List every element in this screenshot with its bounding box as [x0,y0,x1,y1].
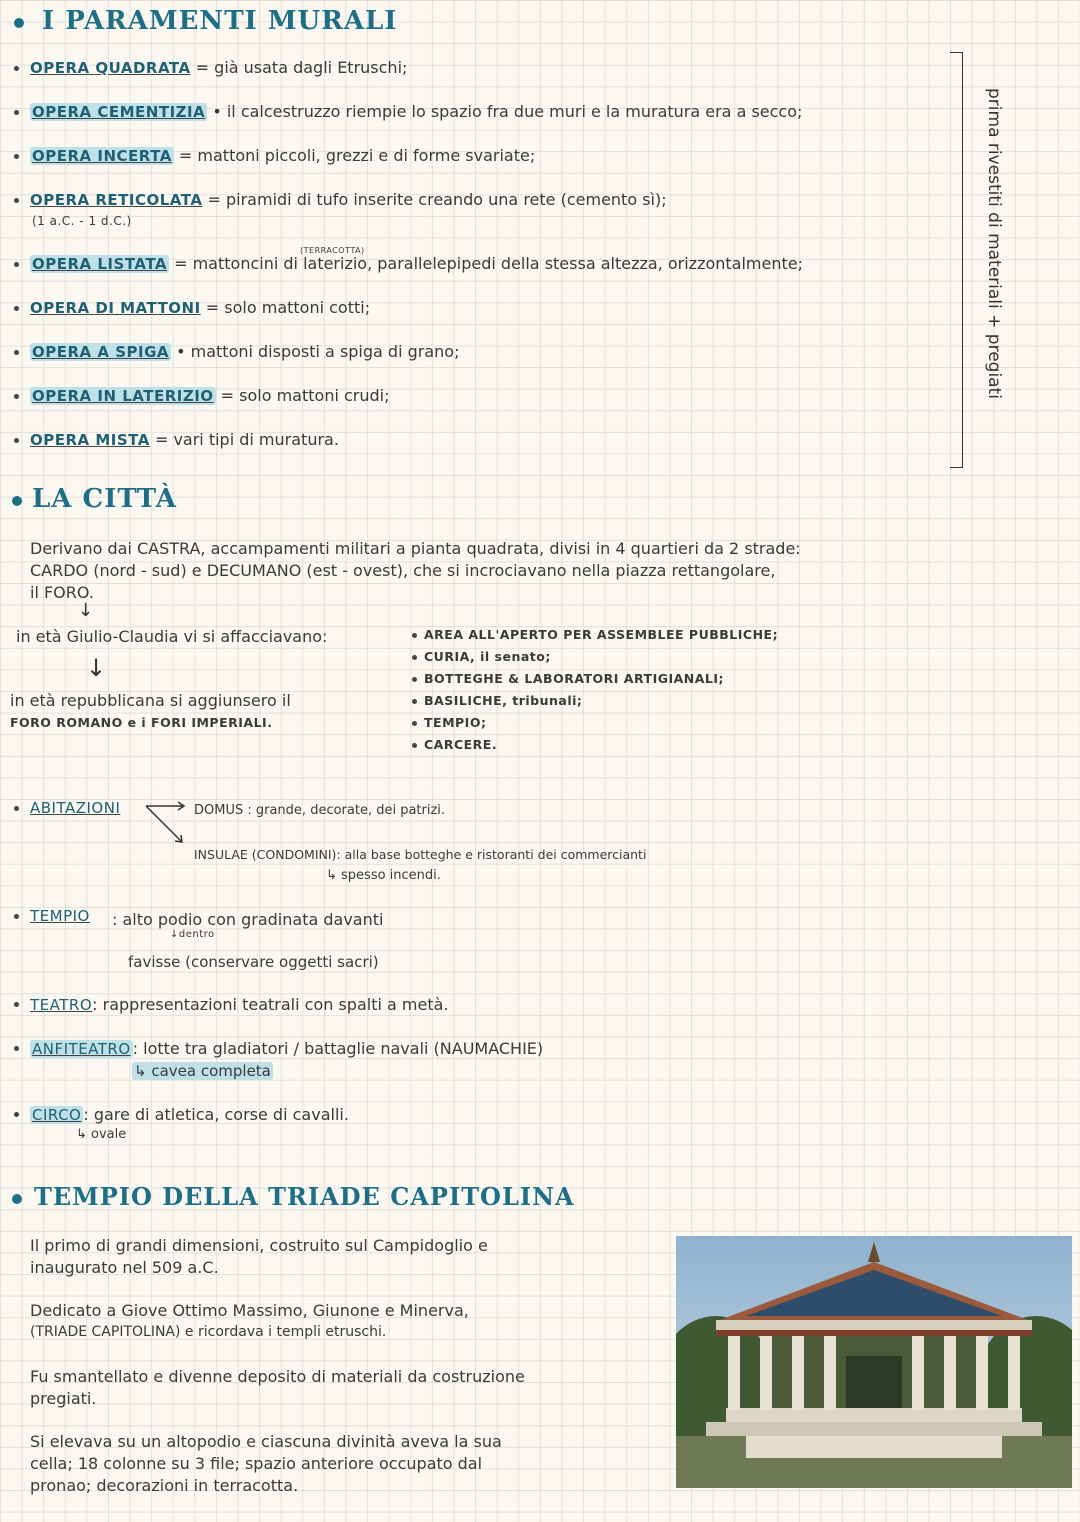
list-item: OPERA LISTATA = mattoncini di laterizio, parallelepipedi della stessa altezza, orizzontalmente; [32,254,803,273]
down-arrow-icon: ↓ [86,654,107,682]
insulae-line: INSULAE (CONDOMINI): alla base botteghe e ristoranti dei commercianti [194,847,647,862]
list-item: CARCERE. [424,737,498,752]
list-item: OPERA QUADRATA = già usata dagli Etruschi; [30,58,408,77]
down-arrow-icon: ↓ [78,600,94,621]
intro-line-3: il FORO. [30,583,94,602]
heading-bullet [12,1194,22,1204]
section-title-paramenti: I PARAMENTI MURALI [42,6,398,36]
intro-line-1: Derivano dai CASTRA, accampamenti militari a pianta quadrata, divisi in 4 quartieri da 2 strade: [30,539,801,558]
list-item: CURIA, il senato; [424,649,551,664]
favisse-line: favisse (conservare oggetti sacri) [128,953,379,971]
list-item: OPERA A SPIGA • mattoni disposti a spiga di grano; [32,342,460,361]
paragraph-line: inaugurato nel 509 a.C. [30,1258,219,1277]
paragraph-line: pregiati. [30,1389,97,1408]
paragraph-line: (TRIADE CAPITOLINA) e ricordava i templi etruschi. [30,1324,387,1340]
section-title-tempio: TEMPIO DELLA TRIADE CAPITOLINA [34,1182,575,1211]
list-item: OPERA INCERTA = mattoni piccoli, grezzi e di forme svariate; [32,146,536,165]
tempio-desc: : alto podio con gradinata davanti [112,910,384,929]
list-item: BOTTEGHE & LABORATORI ARTIGIANALI; [424,671,725,686]
list-item: BASILICHE, tribunali; [424,693,583,708]
fori-line: FORO ROMANO e i FORI IMPERIALI. [10,715,273,730]
anfiteatro-sub: ↳ cavea completa [134,1062,271,1080]
paragraph-line: Fu smantellato e divenne deposito di materiali da costruzione [30,1367,525,1386]
tempio-term: TEMPIO [30,907,90,925]
section-title-citta: LA CITTÀ [32,484,177,514]
tempio-sub: ↓dentro [170,929,215,940]
list-item: OPERA MISTA = vari tipi di muratura. [30,430,339,449]
insulae-sub: ↳ spesso incendi. [326,868,441,883]
list-item-sub: (1 a.C. - 1 d.C.) [32,214,132,228]
branch-arrow-icon [142,800,190,848]
list-item: OPERA IN LATERIZIO = solo mattoni crudi; [32,386,390,405]
circo-sub: ↳ ovale [76,1127,127,1142]
repubblicana-line: in età repubblicana si aggiunsero il [10,691,291,710]
heading-bullet [12,496,22,506]
list-item-note: (TERRACOTTA) [300,246,365,255]
list-item: OPERA DI MATTONI = solo mattoni cotti; [30,298,371,317]
paragraph-line: cella; 18 colonne su 3 file; spazio anteriore occupato dal [30,1454,483,1473]
temple-image [676,1236,1072,1488]
anfiteatro-line: ANFITEATRO : lotte tra gladiatori / battaglie navali (NAUMACHIE) [32,1039,544,1058]
teatro-line: TEATRO: rappresentazioni teatrali con spalti a metà. [30,995,449,1014]
list-item: TEMPIO; [424,715,487,730]
heading-bullet [14,18,24,28]
list-item: OPERA RETICOLATA = piramidi di tufo inserite creando una rete (cemento sì); [30,190,667,209]
paragraph-line: Si elevava su un altopodio e ciascuna divinità aveva la sua [30,1432,502,1451]
abitazioni-term: ABITAZIONI [30,799,121,817]
list-item: AREA ALL'APERTO PER ASSEMBLEE PUBBLICHE; [424,627,779,642]
paragraph-line: Il primo di grandi dimensioni, costruito sul Campidoglio e [30,1236,488,1255]
intro-line-2: CARDO (nord - sud) e DECUMANO (est - ovest), che si incrociavano nella piazza rettangolare, [30,561,776,580]
side-note: prima rivestiti di materiali + pregiati [984,88,1004,399]
circo-line: CIRCO : gare di atletica, corse di cavalli. [32,1105,349,1124]
domus-line: DOMUS : grande, decorate, dei patrizi. [194,803,446,818]
side-bracket [950,52,963,468]
giulio-claudia-line: in età Giulio-Claudia vi si affacciavano: [16,627,328,646]
list-item: OPERA CEMENTIZIA • il calcestruzzo riempie lo spazio fra due muri e la muratura era a secco; [32,102,803,121]
paragraph-line: pronao; decorazioni in terracotta. [30,1476,299,1495]
paragraph-line: Dedicato a Giove Ottimo Massimo, Giunone e Minerva, [30,1301,469,1320]
